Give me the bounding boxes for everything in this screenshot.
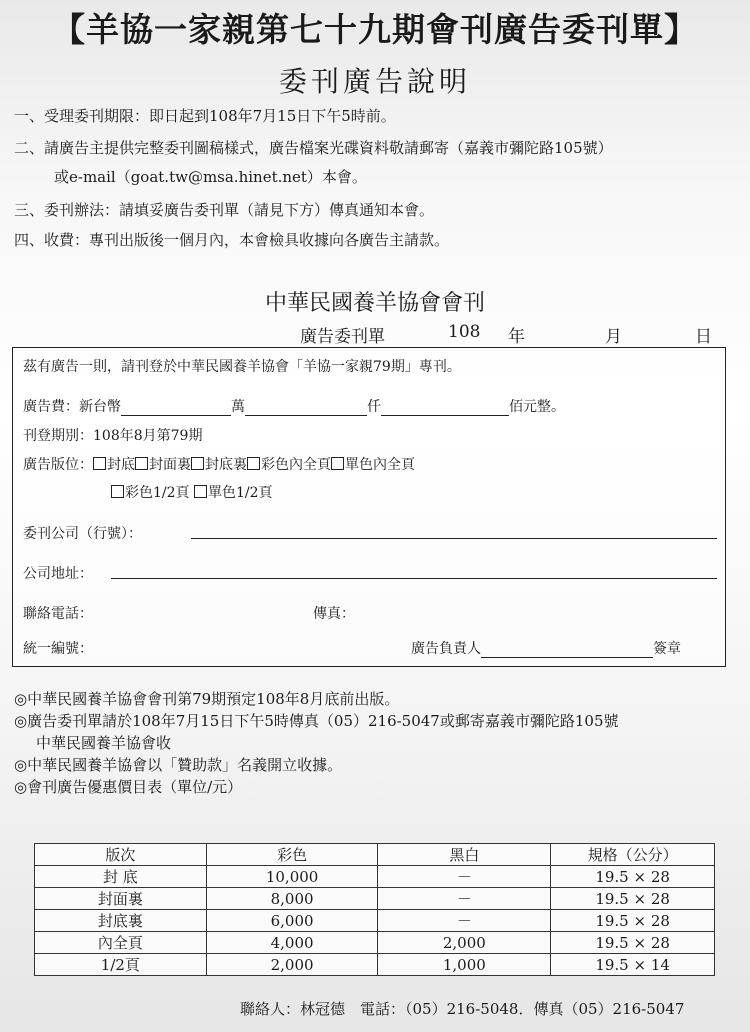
- fee-label: 廣告費：新台幣: [23, 399, 121, 415]
- fee-qian-field[interactable]: [245, 401, 367, 416]
- fee-unit-wan: 萬: [231, 399, 245, 415]
- day-label: 日: [695, 327, 712, 347]
- person-field[interactable]: [481, 643, 653, 658]
- form-intro: 茲有廣告一則，請刊登於中華民國養羊協會「羊協一家親79期」專刊。: [23, 359, 461, 375]
- table-header-row: [35, 844, 715, 866]
- table-cell: 2,000: [206, 954, 378, 976]
- table-cell: 1/2頁: [35, 954, 207, 976]
- table-cell: 19.5 × 28: [551, 932, 715, 954]
- note-3: ◎中華民國養羊協會以「贊助款」名義開立收據。: [14, 756, 343, 774]
- table-row: [35, 910, 715, 932]
- table-cell: 1,000: [378, 954, 551, 976]
- notes: [14, 688, 619, 798]
- page-title: 【羊協一家親第七十九期會刊廣告委刊單】: [52, 10, 698, 49]
- table-row: [35, 954, 715, 976]
- address-label: 公司地址：: [23, 566, 93, 582]
- year-label: 年: [508, 327, 525, 347]
- table-cell: 內全頁: [35, 932, 207, 954]
- note-1: ◎中華民國養羊協會會刊第79期預定108年8月底前出版。: [14, 690, 400, 708]
- table-row: [35, 932, 715, 954]
- table-cell: 6,000: [206, 910, 378, 932]
- option-inside-back: 封底裏: [205, 457, 247, 473]
- phone-label: 聯絡電話：: [23, 606, 93, 622]
- table-row: [35, 866, 715, 888]
- checkbox-mono-full[interactable]: [331, 457, 344, 470]
- option-color-half: 彩色1/2頁: [125, 485, 190, 501]
- form-name: 廣告委刊單: [300, 327, 385, 347]
- table-cell: 10,000: [206, 866, 378, 888]
- option-inside-front: 封面裏: [149, 457, 191, 473]
- month-label: 月: [605, 327, 622, 347]
- fee-unit-qian: 仟: [367, 399, 381, 415]
- person-label: 廣告負責人: [411, 641, 481, 657]
- option-mono-full: 單色內全頁: [345, 457, 415, 473]
- table-cell: 19.5 × 28: [551, 888, 715, 910]
- position-label: 廣告版位：: [23, 457, 93, 473]
- address-field[interactable]: [111, 578, 717, 579]
- position-row-2: [111, 482, 273, 502]
- table-cell: 19.5 × 28: [551, 866, 715, 888]
- form-year: 108: [448, 322, 481, 342]
- instruction-2: 二、請廣告主提供完整委刊圖稿樣式，廣告檔案光碟資料敬請郵寄（嘉義市彌陀路105號）: [14, 139, 613, 157]
- ad-order-form: [12, 347, 726, 667]
- header-cell: 彩色: [206, 844, 378, 866]
- header-cell: 規格（公分）: [551, 844, 715, 866]
- option-color-full: 彩色內全頁: [261, 457, 331, 473]
- checkbox-color-full[interactable]: [247, 457, 260, 470]
- tax-id-label: 統一編號：: [23, 641, 93, 657]
- instruction-4: 四、收費：專刊出版後一個月內，本會檢具收據向各廣告主請款。: [14, 231, 450, 249]
- instruction-1: 一、受理委刊期限：即日起到108年7月15日下午5時前。: [14, 107, 396, 125]
- option-mono-half: 單色1/2頁: [207, 485, 273, 501]
- org-title: 中華民國養羊協會會刊: [264, 291, 485, 316]
- checkbox-inside-back[interactable]: [191, 457, 204, 470]
- position-row-1: [23, 454, 415, 474]
- table-cell: 封面裏: [35, 888, 207, 910]
- fee-wan-field[interactable]: [121, 401, 231, 416]
- table-cell: 封底裏: [35, 910, 207, 932]
- sign-label: 簽章: [653, 641, 681, 657]
- fax-label: 傳真：: [313, 606, 355, 622]
- table-cell: 2,000: [378, 932, 551, 954]
- company-label: 委刊公司（行號）：: [23, 526, 142, 542]
- table-cell: 19.5 × 14: [551, 954, 715, 976]
- note-2: ◎廣告委刊單請於108年7月15日下午5時傳真（05）216-5047或郵寄嘉義市彌陀路105號: [14, 712, 619, 730]
- checkbox-color-half[interactable]: [111, 485, 124, 498]
- table-cell: 8,000: [206, 888, 378, 910]
- table-cell: 4,000: [206, 932, 378, 954]
- table-cell: －: [378, 910, 551, 932]
- instruction-2-cont: 或e-mail（goat.tw@msa.hinet.net）本會。: [54, 168, 367, 186]
- section-subtitle: 委刊廣告說明: [278, 65, 471, 98]
- table-cell: 封 底: [35, 866, 207, 888]
- company-field[interactable]: [191, 538, 717, 539]
- note-4: ◎會刊廣告優惠價目表（單位/元）: [14, 778, 243, 796]
- contact-info: 聯絡人：林冠德 電話：（05）216-5048．傳真（05）216-5047: [240, 1000, 685, 1018]
- fee-bai-field[interactable]: [381, 401, 509, 416]
- header-cell: 黑白: [378, 844, 551, 866]
- table-cell: －: [378, 866, 551, 888]
- table-row: [35, 888, 715, 910]
- checkbox-mono-half[interactable]: [194, 485, 207, 498]
- issue-info: 刊登期別：108年8月第79期: [23, 428, 203, 444]
- option-back-cover: 封底: [107, 457, 135, 473]
- instruction-3: 三、委刊辦法：請填妥廣告委刊單（請見下方）傳真通知本會。: [14, 201, 435, 219]
- table-cell: －: [378, 888, 551, 910]
- checkbox-back-cover[interactable]: [93, 457, 106, 470]
- note-2-cont: 中華民國養羊協會收: [36, 734, 172, 752]
- rate-table: [34, 843, 715, 976]
- checkbox-inside-front[interactable]: [135, 457, 148, 470]
- fee-unit-bai: 佰元整。: [509, 399, 565, 415]
- responsible-row: [411, 638, 681, 658]
- table-cell: 19.5 × 28: [551, 910, 715, 932]
- header-cell: 版次: [35, 844, 207, 866]
- fee-row: [23, 396, 565, 416]
